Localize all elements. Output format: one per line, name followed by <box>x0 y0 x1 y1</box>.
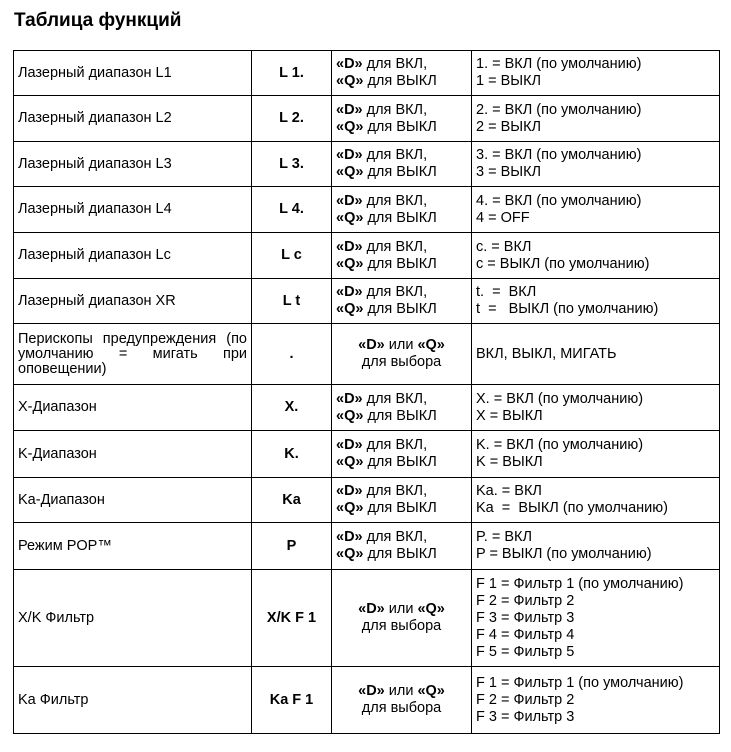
off-key: «Q» <box>336 209 364 226</box>
display-code-cell <box>252 233 332 279</box>
table-row <box>14 431 720 478</box>
function-name-cell <box>14 667 252 734</box>
action-off-line <box>336 73 467 90</box>
key-2: «Q» <box>417 601 445 617</box>
value-line: F 1 = Фильтр 1 (по умолчанию) <box>476 575 684 592</box>
off-text: для ВЫКЛ <box>363 164 437 180</box>
key-separator: или <box>384 337 418 353</box>
on-text: для ВКЛ, <box>362 390 428 407</box>
action-on-line <box>336 391 467 408</box>
on-text: для ВКЛ, <box>362 238 428 255</box>
on-text: для ВКЛ, <box>362 192 428 209</box>
function-name: Лазерный диапазон L2 <box>18 110 172 126</box>
on-text: для ВКЛ, <box>362 437 428 453</box>
table-row <box>14 570 720 667</box>
value-line: c = ВЫКЛ (по умолчанию) <box>476 255 650 272</box>
function-name: X/K Фильтр <box>18 609 95 626</box>
on-key: «D» <box>336 101 363 118</box>
off-key: «Q» <box>336 546 364 562</box>
on-key: «D» <box>336 56 363 72</box>
off-key: «Q» <box>336 454 364 470</box>
function-name-cell <box>14 51 252 96</box>
value-line: F 5 = Фильтр 5 <box>476 643 575 660</box>
action-cell <box>332 570 472 667</box>
table-row <box>14 324 720 385</box>
key-1: «D» <box>358 601 385 617</box>
function-name: Лазерный диапазон L4 <box>18 201 172 217</box>
value-line: t. = ВКЛ <box>476 284 537 300</box>
function-name-cell <box>14 279 252 324</box>
on-text: для ВКЛ, <box>362 529 428 545</box>
action-cell <box>332 523 472 570</box>
table-row <box>14 279 720 324</box>
values-cell <box>472 187 720 233</box>
function-table-body <box>14 51 720 734</box>
key-2: «Q» <box>417 337 445 353</box>
off-key: «Q» <box>336 164 364 180</box>
action-cell <box>332 667 472 734</box>
action-on-line <box>336 56 467 73</box>
value-line: P = ВЫКЛ (по умолчанию) <box>476 546 652 562</box>
off-text: для ВЫКЛ <box>363 500 437 516</box>
action-on-line <box>336 284 467 301</box>
function-name: X-Диапазон <box>18 399 97 415</box>
values-cell <box>472 523 720 570</box>
action-on-line <box>336 437 467 454</box>
display-code-cell <box>252 523 332 570</box>
action-purpose: для выбора <box>361 354 442 370</box>
value-line: 1 = ВЫКЛ <box>476 73 542 89</box>
on-text: для ВКЛ, <box>362 56 428 72</box>
on-text: для ВКЛ, <box>362 101 428 118</box>
action-off-line <box>336 546 467 563</box>
display-code: L t <box>282 292 301 309</box>
display-code-cell <box>252 570 332 667</box>
value-line: X = ВЫКЛ <box>476 407 543 424</box>
key-separator: или <box>384 683 418 699</box>
on-key: «D» <box>336 437 363 453</box>
values-cell <box>472 431 720 478</box>
action-keys-line <box>336 601 467 618</box>
function-name-cell <box>14 324 252 385</box>
function-name: Перископы предупреждения (по умолчанию = мигать при оповещении) <box>18 330 247 377</box>
value-line: Ka. = ВКЛ <box>476 483 542 499</box>
action-off-line <box>336 454 467 471</box>
off-key: «Q» <box>336 255 364 272</box>
key-separator: или <box>384 601 418 617</box>
value-line: c. = ВКЛ <box>476 238 532 255</box>
function-name-cell <box>14 570 252 667</box>
display-code: Ka F 1 <box>269 691 314 708</box>
function-table <box>13 50 720 734</box>
page-title: Таблица функций <box>14 10 182 31</box>
action-keys-line <box>336 683 467 700</box>
function-name-cell <box>14 523 252 570</box>
value-line: K. = ВКЛ (по умолчанию) <box>476 437 644 453</box>
action-purpose: для выбора <box>361 618 442 634</box>
off-key: «Q» <box>336 73 364 89</box>
values-cell <box>472 667 720 734</box>
function-name-cell <box>14 142 252 187</box>
action-cell <box>332 187 472 233</box>
display-code: L 2. <box>279 110 304 126</box>
display-code: L c <box>281 247 302 263</box>
display-code-cell <box>252 478 332 523</box>
action-off-line <box>336 119 467 136</box>
function-name-cell <box>14 233 252 279</box>
action-on-line <box>336 193 467 210</box>
values-cell <box>472 324 720 385</box>
display-code-cell <box>252 667 332 734</box>
values-cell <box>472 233 720 279</box>
action-on-line <box>336 102 467 119</box>
key-1: «D» <box>358 337 385 353</box>
display-code: L 1. <box>279 64 304 81</box>
value-line: P. = ВКЛ <box>476 529 532 545</box>
table-row <box>14 142 720 187</box>
function-name-cell <box>14 187 252 233</box>
function-name: Ka Фильтр <box>18 691 89 708</box>
value-line: 4 = OFF <box>476 209 530 226</box>
function-name-cell <box>14 478 252 523</box>
action-off-line <box>336 500 467 517</box>
function-name: Режим POP™ <box>18 537 112 554</box>
value-line: 3 = ВЫКЛ <box>476 164 542 180</box>
value-line: X. = ВКЛ (по умолчанию) <box>476 390 644 407</box>
off-key: «Q» <box>336 301 364 317</box>
values-cell <box>472 96 720 142</box>
function-name: Ka-Диапазон <box>18 491 105 508</box>
action-on-line <box>336 483 467 500</box>
value-line: 1. = ВКЛ (по умолчанию) <box>476 56 642 72</box>
off-key: «Q» <box>336 500 364 516</box>
display-code-cell <box>252 96 332 142</box>
value-line: K = ВЫКЛ <box>476 454 543 470</box>
table-row <box>14 51 720 96</box>
display-code-cell <box>252 385 332 431</box>
function-name-cell <box>14 96 252 142</box>
action-off-line <box>336 301 467 318</box>
value-line: F 3 = Фильтр 3 <box>476 708 575 725</box>
value-line: 2. = ВКЛ (по умолчанию) <box>476 101 642 118</box>
action-on-line <box>336 239 467 256</box>
on-key: «D» <box>336 147 363 163</box>
action-off-line <box>336 210 467 227</box>
on-key: «D» <box>336 529 363 545</box>
values-cell <box>472 478 720 523</box>
values-cell <box>472 570 720 667</box>
action-off-line <box>336 164 467 181</box>
values-cell <box>472 51 720 96</box>
value-line: 3. = ВКЛ (по умолчанию) <box>476 147 642 163</box>
display-code-cell <box>252 187 332 233</box>
action-on-line <box>336 529 467 546</box>
value-line: Ka = ВЫКЛ (по умолчанию) <box>476 500 668 516</box>
display-code-cell <box>252 324 332 385</box>
value-line: F 3 = Фильтр 3 <box>476 609 575 626</box>
action-cell <box>332 233 472 279</box>
action-cell <box>332 431 472 478</box>
display-code: P <box>286 537 297 554</box>
action-off-line <box>336 256 467 273</box>
off-text: для ВЫКЛ <box>363 209 437 226</box>
off-text: для ВЫКЛ <box>363 301 437 317</box>
off-text: для ВЫКЛ <box>363 546 437 562</box>
table-row <box>14 187 720 233</box>
display-code-cell <box>252 431 332 478</box>
display-code: L 4. <box>279 201 304 217</box>
on-text: для ВКЛ, <box>362 147 428 163</box>
off-text: для ВЫКЛ <box>363 454 437 470</box>
off-text: для ВЫКЛ <box>363 255 437 272</box>
action-cell <box>332 385 472 431</box>
display-code: Ka <box>282 491 301 508</box>
on-key: «D» <box>336 483 363 499</box>
action-cell <box>332 478 472 523</box>
action-cell <box>332 279 472 324</box>
off-text: для ВЫКЛ <box>363 73 437 89</box>
value-line: F 2 = Фильтр 2 <box>476 592 575 609</box>
value-line: F 2 = Фильтр 2 <box>476 691 575 708</box>
table-row <box>14 385 720 431</box>
table-row <box>14 96 720 142</box>
on-text: для ВКЛ, <box>362 284 428 300</box>
display-code-cell <box>252 51 332 96</box>
value-line: 2 = ВЫКЛ <box>476 118 542 135</box>
action-cell <box>332 51 472 96</box>
value-line: ВКЛ, ВЫКЛ, МИГАТЬ <box>476 345 617 362</box>
function-name: Лазерный диапазон L1 <box>18 64 172 81</box>
function-name-cell <box>14 385 252 431</box>
table-row <box>14 523 720 570</box>
value-line: t = ВЫКЛ (по умолчанию) <box>476 301 659 317</box>
action-off-line <box>336 408 467 425</box>
values-cell <box>472 142 720 187</box>
table-row <box>14 667 720 734</box>
display-code-cell <box>252 142 332 187</box>
display-code: X/K F 1 <box>266 609 317 626</box>
value-line: 4. = ВКЛ (по умолчанию) <box>476 192 642 209</box>
off-key: «Q» <box>336 118 364 135</box>
key-1: «D» <box>358 683 385 699</box>
display-code: K. <box>284 445 299 462</box>
table-row <box>14 233 720 279</box>
off-text: для ВЫКЛ <box>363 407 437 424</box>
function-name: Лазерный диапазон Lc <box>18 247 171 263</box>
action-cell <box>332 324 472 385</box>
display-code: . <box>289 345 294 362</box>
value-line: F 1 = Фильтр 1 (по умолчанию) <box>476 674 684 691</box>
display-code: L 3. <box>279 155 304 172</box>
function-name: K-Диапазон <box>18 445 97 462</box>
on-key: «D» <box>336 390 363 407</box>
display-code: X. <box>284 399 299 415</box>
off-text: для ВЫКЛ <box>363 118 437 135</box>
table-row <box>14 478 720 523</box>
values-cell <box>472 385 720 431</box>
action-cell <box>332 96 472 142</box>
off-key: «Q» <box>336 407 364 424</box>
value-line: F 4 = Фильтр 4 <box>476 626 575 643</box>
key-2: «Q» <box>417 683 445 699</box>
display-code-cell <box>252 279 332 324</box>
action-keys-line <box>336 337 467 354</box>
action-on-line <box>336 147 467 164</box>
function-name: Лазерный диапазон L3 <box>18 155 172 172</box>
on-key: «D» <box>336 238 363 255</box>
values-cell <box>472 279 720 324</box>
on-key: «D» <box>336 284 363 300</box>
on-text: для ВКЛ, <box>362 483 428 499</box>
function-name: Лазерный диапазон XR <box>18 292 176 309</box>
on-key: «D» <box>336 192 363 209</box>
function-name-cell <box>14 431 252 478</box>
action-purpose: для выбора <box>361 700 442 716</box>
action-cell <box>332 142 472 187</box>
